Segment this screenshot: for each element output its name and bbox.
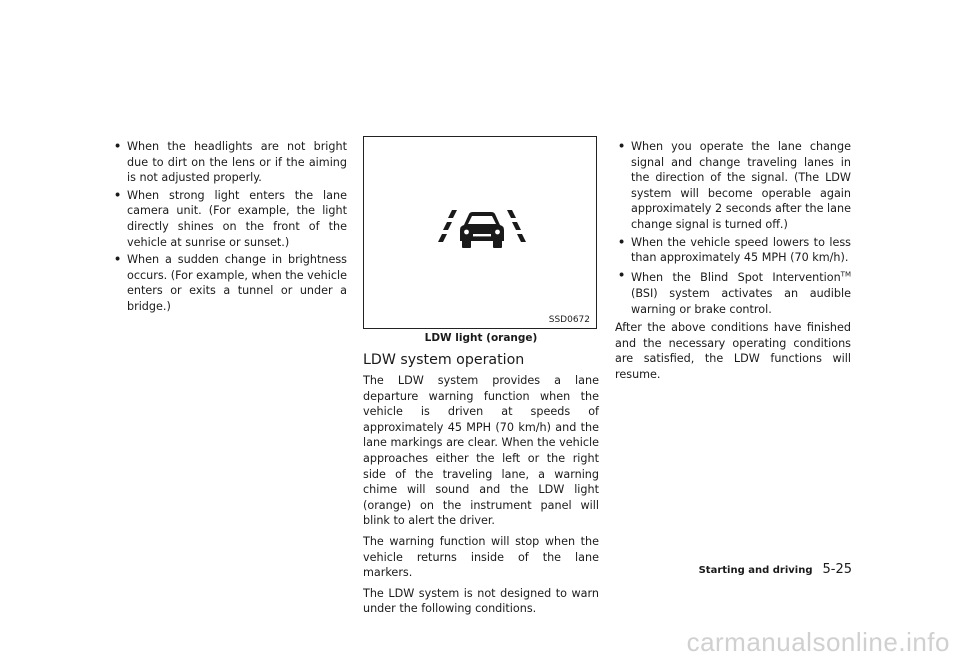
- ldw-light-figure: [363, 136, 597, 329]
- paragraph: The LDW system is not designed to warn under the following conditions.: [363, 586, 599, 616]
- figure-code: SSD0672: [548, 315, 590, 325]
- paragraph: The LDW system provides a lane departure warning function when the vehicle is driven at speeds of approximately 45 MPH (70 km/h) and the lane markings are clear. When the vehicle approaches either the left or the right side of the traveling lane, a warning chime will sound and the LDW light (orange) on the instrument panel will blink to alert the driver.: [363, 374, 599, 528]
- page-number: 5-25: [822, 562, 852, 577]
- right-column: [615, 139, 851, 388]
- lane-departure-warning-icon: [436, 207, 528, 257]
- bullet-dot: •: [618, 268, 626, 282]
- bsi-text-start: When the Blind Spot Intervention: [631, 271, 841, 285]
- trademark-mark: TM: [840, 270, 851, 279]
- watermark: carmanualsonline.info: [686, 627, 950, 657]
- bullet-dot: •: [114, 253, 122, 267]
- footer-section-title: Starting and driving: [698, 565, 813, 576]
- bullet-dot: •: [618, 140, 626, 153]
- list-item: [111, 139, 347, 186]
- right-bullet-list: [615, 139, 851, 317]
- bsi-text-end: (BSI) system activates an audible warning or brake control.: [631, 287, 851, 316]
- middle-column: [363, 136, 599, 622]
- list-item: [615, 139, 851, 233]
- list-item: [615, 235, 851, 266]
- bullet-text: When you operate the lane change signal and change traveling lanes in the direction of the signal. (The LDW system will become operable again approximately 2 seconds after the lane change signal is turned off.): [631, 140, 851, 231]
- bullet-text: When the headlights are not bright due to dirt on the lens or if the aiming is not adjusted properly.: [127, 140, 347, 185]
- list-item: [615, 268, 851, 318]
- list-item: [111, 188, 347, 250]
- paragraph: The warning function will stop when the vehicle returns inside of the lane markers.: [363, 534, 599, 580]
- left-bullet-list: [111, 139, 347, 315]
- bullet-text: When the vehicle speed lowers to less than approximately 45 MPH (70 km/h).: [631, 235, 851, 265]
- list-item: [111, 252, 347, 314]
- page-footer: [699, 562, 852, 577]
- bullet-text: When a sudden change in brightness occurs. (For example, when the vehicle enters or exits a tunnel or under a bridge.): [127, 253, 347, 313]
- figure-caption: LDW light (orange): [424, 332, 538, 344]
- bullet-text: [631, 271, 851, 315]
- bullet-dot: •: [114, 140, 122, 153]
- bullet-dot: •: [114, 188, 122, 202]
- left-column: [111, 139, 347, 317]
- section-heading: LDW system operation: [363, 352, 525, 368]
- bullet-dot: •: [618, 235, 626, 249]
- paragraph: After the above conditions have finished and the necessary operating conditions are satisfied, the LDW functions will resume.: [615, 321, 851, 382]
- bullet-text: When strong light enters the lane camera unit. (For example, the light directly shines on the front of the vehicle at sunrise or sunset.): [127, 188, 347, 249]
